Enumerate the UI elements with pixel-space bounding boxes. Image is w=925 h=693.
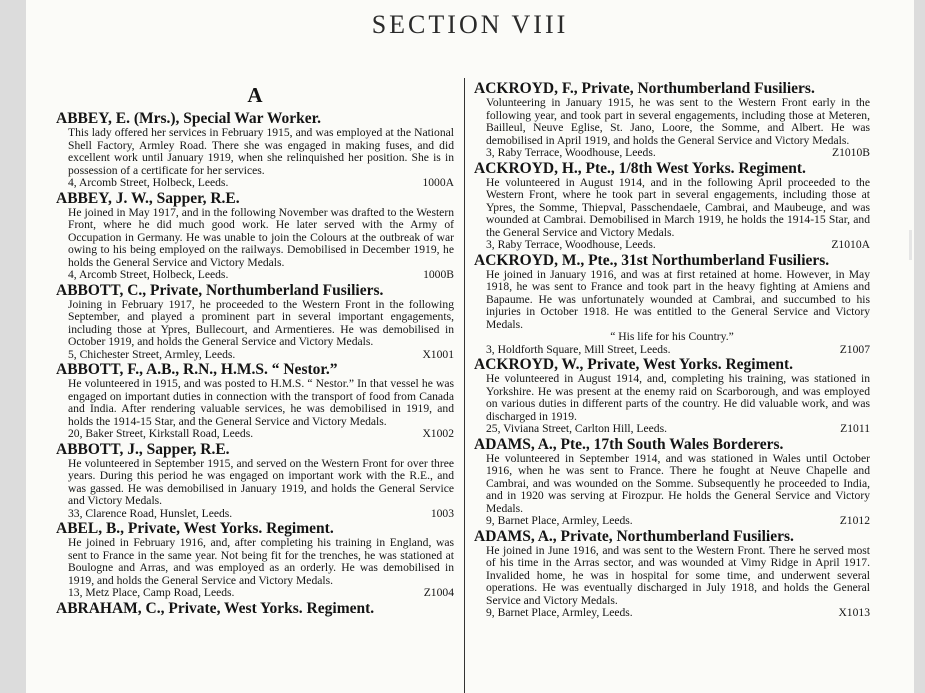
- entry-name: ABRAHAM, C., Private, West Yorks. Regiment.: [56, 599, 375, 617]
- entry-name: ACKROYD, F., Private, Northumberland Fusiliers.: [474, 80, 815, 97]
- entry-name: ABBEY, J. W., Sapper, R.E.: [56, 189, 240, 207]
- entry-text: He joined in May 1917, and in the following November was drafted to the Western Front, where he did much good work. He later served with the Army of Occupation in Germany. He was unable to join the Colours at the outbreak of war owing to his being employed on the railways. Demobilised in December 1919, he holds the General Service and Victory Medals.: [68, 205, 454, 269]
- right-entry-list: [474, 80, 870, 620]
- roll-entry: [56, 600, 454, 617]
- entry-reference-number: Z1011: [840, 422, 870, 435]
- entry-reference-number: Z1010A: [831, 238, 870, 251]
- entry-text: He volunteered in 1915, and was posted to H.M.S. “ Nestor.” In that vessel he was engaged on important duties in connection with the transport of food from Canada and India. After rendering valuable services, he was demobilised in 1919, and holds the 1914-15 Star, and the General Service and Victory Medals.: [68, 377, 454, 428]
- entry-quote: “ His life for his Country.”: [610, 330, 734, 343]
- roll-entry: [474, 436, 870, 528]
- entry-address-line: [56, 508, 454, 521]
- right-column: [474, 80, 870, 620]
- entry-address: 4, Arcomb Street, Holbeck, Leeds.: [68, 268, 229, 281]
- entry-address: 20, Baker Street, Kirkstall Road, Leeds.: [68, 427, 254, 440]
- roll-entry: [474, 80, 870, 160]
- entry-name: ACKROYD, M., Pte., 31st Northumberland Fusiliers.: [474, 251, 830, 269]
- entry-text: He volunteered in September 1915, and served on the Western Front for over three years. During this period he was engaged on important work with the R.E., and was gassed. He was demobilised in January 1919, and holds the General Service and Victory Medals.: [68, 456, 454, 507]
- entry-name: ABBEY, E. (Mrs.), Special War Worker.: [56, 110, 321, 127]
- entry-address: 3, Raby Terrace, Woodhouse, Leeds.: [486, 238, 656, 251]
- entry-text: He volunteered in August 1914, and, completing his training, was stationed in Yorkshire. He was present at the enemy raid on Scarborough, and was employed on various duties in different parts of the country. He did valuable work, and was discharged in 1919.: [486, 372, 870, 423]
- entry-reference-number: 1000B: [423, 268, 454, 281]
- entry-address-line: [474, 607, 870, 620]
- entry-text: He joined in February 1916, and, after completing his training in England, was sent to France in the same year. Not being fit for the trenches, he was stationed at Boulogne and Arras, and was employed as an orderly. He was demobilised in 1919, and holds the General Service and Victory Medals.: [68, 536, 454, 587]
- entry-text: He joined in January 1916, and was at first retained at home. However, in May 1918, he was sent to France and took part in the heavy fighting at Amiens and Bapaume. He was unfortunately wounded at Cambrai, and succumbed to his injuries in October 1918. He was entitled to the General Service and Victory Medals.: [486, 267, 870, 331]
- roll-entry: [56, 520, 454, 600]
- entry-address: 13, Metz Place, Camp Road, Leeds.: [68, 586, 235, 599]
- entry-address-line: [474, 515, 870, 528]
- entry-reference-number: 1003: [430, 506, 454, 520]
- column-divider: [464, 78, 465, 693]
- entry-address-line: [474, 344, 870, 357]
- entry-reference-number: X1013: [838, 606, 870, 619]
- roll-entry: [474, 160, 870, 252]
- entry-name: ABBOTT, J., Sapper, R.E.: [56, 440, 230, 458]
- entry-address: 5, Chichester Street, Armley, Leeds.: [68, 347, 236, 361]
- roll-entry: [56, 110, 454, 190]
- entry-address: 3, Raby Terrace, Woodhouse, Leeds.: [486, 146, 656, 159]
- entry-address-line: [56, 177, 454, 190]
- entry-text: He volunteered in August 1914, and in the following April proceeded to the Western Front, where he took part in several engagements, including those at Ypres, the Somme, Thiepval, Passchendaele, Cambrai, and Maubeuge, and was wounded at Cambrai. Demobilised in March 1919, he holds the 1914-15 Star, and the General Service and Victory Medals.: [486, 175, 870, 239]
- entry-address: 33, Clarence Road, Hunslet, Leeds.: [68, 506, 233, 520]
- entry-reference-number: X1001: [422, 347, 454, 361]
- entry-address-line: [56, 428, 454, 441]
- entry-text: This lady offered her services in February 1915, and was employed at the National Shell Factory, Armley Road. There she was engaged in making fuses, and did excellent work until January 1919, when she relinquished her position. She is in possession of a certificate for her services.: [68, 126, 454, 177]
- scroll-edge-mark: [909, 230, 912, 260]
- alphabet-letter-heading: A: [247, 83, 263, 107]
- entry-name: ABBOTT, F., A.B., R.N., H.M.S. “ Nestor.”: [56, 361, 338, 378]
- entry-reference-number: Z1010B: [831, 146, 870, 159]
- roll-entry: [474, 356, 870, 436]
- left-entry-list: [56, 110, 454, 617]
- roll-entry: [474, 528, 870, 620]
- entry-address-line: [56, 349, 454, 362]
- left-column: [56, 80, 454, 617]
- roll-entry: [56, 190, 454, 282]
- entry-address: 25, Viviana Street, Carlton Hill, Leeds.: [486, 422, 668, 435]
- entry-address: 4, Arcomb Street, Holbeck, Leeds.: [68, 176, 229, 189]
- entry-reference-number: Z1004: [423, 586, 454, 599]
- entry-address-line: [474, 239, 870, 252]
- entry-address: 9, Barnet Place, Armley, Leeds.: [486, 514, 633, 527]
- entry-reference-number: X1002: [422, 427, 454, 440]
- entry-reference-number: Z1012: [839, 514, 870, 527]
- entry-name: ABEL, B., Private, West Yorks. Regiment.: [56, 520, 334, 537]
- entry-text: He volunteered in September 1914, and was stationed in Wales until October 1916, when he was sent to France. There he fought at Neuve Chapelle and Cambrai, and was wounded on the Somme. Subsequently he proceeded to India, and in 1920 was serving at Firozpur. He holds the General Service and Victory Medals.: [486, 451, 870, 515]
- entry-address-line: [474, 147, 870, 160]
- entry-name: ADAMS, A., Private, Northumberland Fusiliers.: [474, 527, 794, 545]
- section-title: SECTION VIII: [371, 10, 569, 39]
- entry-address-line: [56, 587, 454, 600]
- roll-entry: [56, 441, 454, 521]
- entry-name: ACKROYD, W., Private, West Yorks. Regiment.: [474, 356, 794, 373]
- roll-entry: [56, 361, 454, 441]
- roll-entry: [56, 282, 454, 362]
- entry-address: 3, Holdforth Square, Mill Street, Leeds.: [486, 342, 671, 356]
- entry-name: ABBOTT, C., Private, Northumberland Fusiliers.: [56, 281, 384, 299]
- roll-entry: [474, 252, 870, 357]
- book-page: [26, 0, 914, 693]
- entry-name: ADAMS, A., Pte., 17th South Wales Borderers.: [474, 435, 784, 453]
- entry-name: ACKROYD, H., Pte., 1/8th West Yorks. Regiment.: [474, 159, 806, 177]
- entry-address: 9, Barnet Place, Armley, Leeds.: [486, 606, 633, 619]
- entry-address-line: [56, 269, 454, 282]
- entry-address-line: [474, 423, 870, 436]
- entry-text: Volunteering in January 1915, he was sent to the Western Front early in the following year, and took part in several engagements, including those at Meteren, Bailleul, Neuve Eglise, St. Jano, Loore, the Somme, and Albert. He was demobilised in April 1919, and holds the General Service and Victory Medals.: [486, 96, 870, 147]
- entry-reference-number: Z1007: [839, 342, 870, 356]
- entry-text: He joined in June 1916, and was sent to the Western Front. There he served most of his time in the Arras sector, and was wounded at Vimy Ridge in April 1917. Invalided home, he was in hospital for some time, and underwent several operations. He was eventually discharged in July 1918, and holds the General Service and Victory Medals.: [486, 543, 870, 607]
- entry-text: Joining in February 1917, he proceeded to the Western Front in the following September, and played a prominent part in several important engagements, including those at Ypres, Bullecourt, and Armentieres. He was demobilised in October 1919, and holds the General Service and Victory Medals.: [68, 297, 454, 348]
- entry-reference-number: 1000A: [422, 176, 454, 189]
